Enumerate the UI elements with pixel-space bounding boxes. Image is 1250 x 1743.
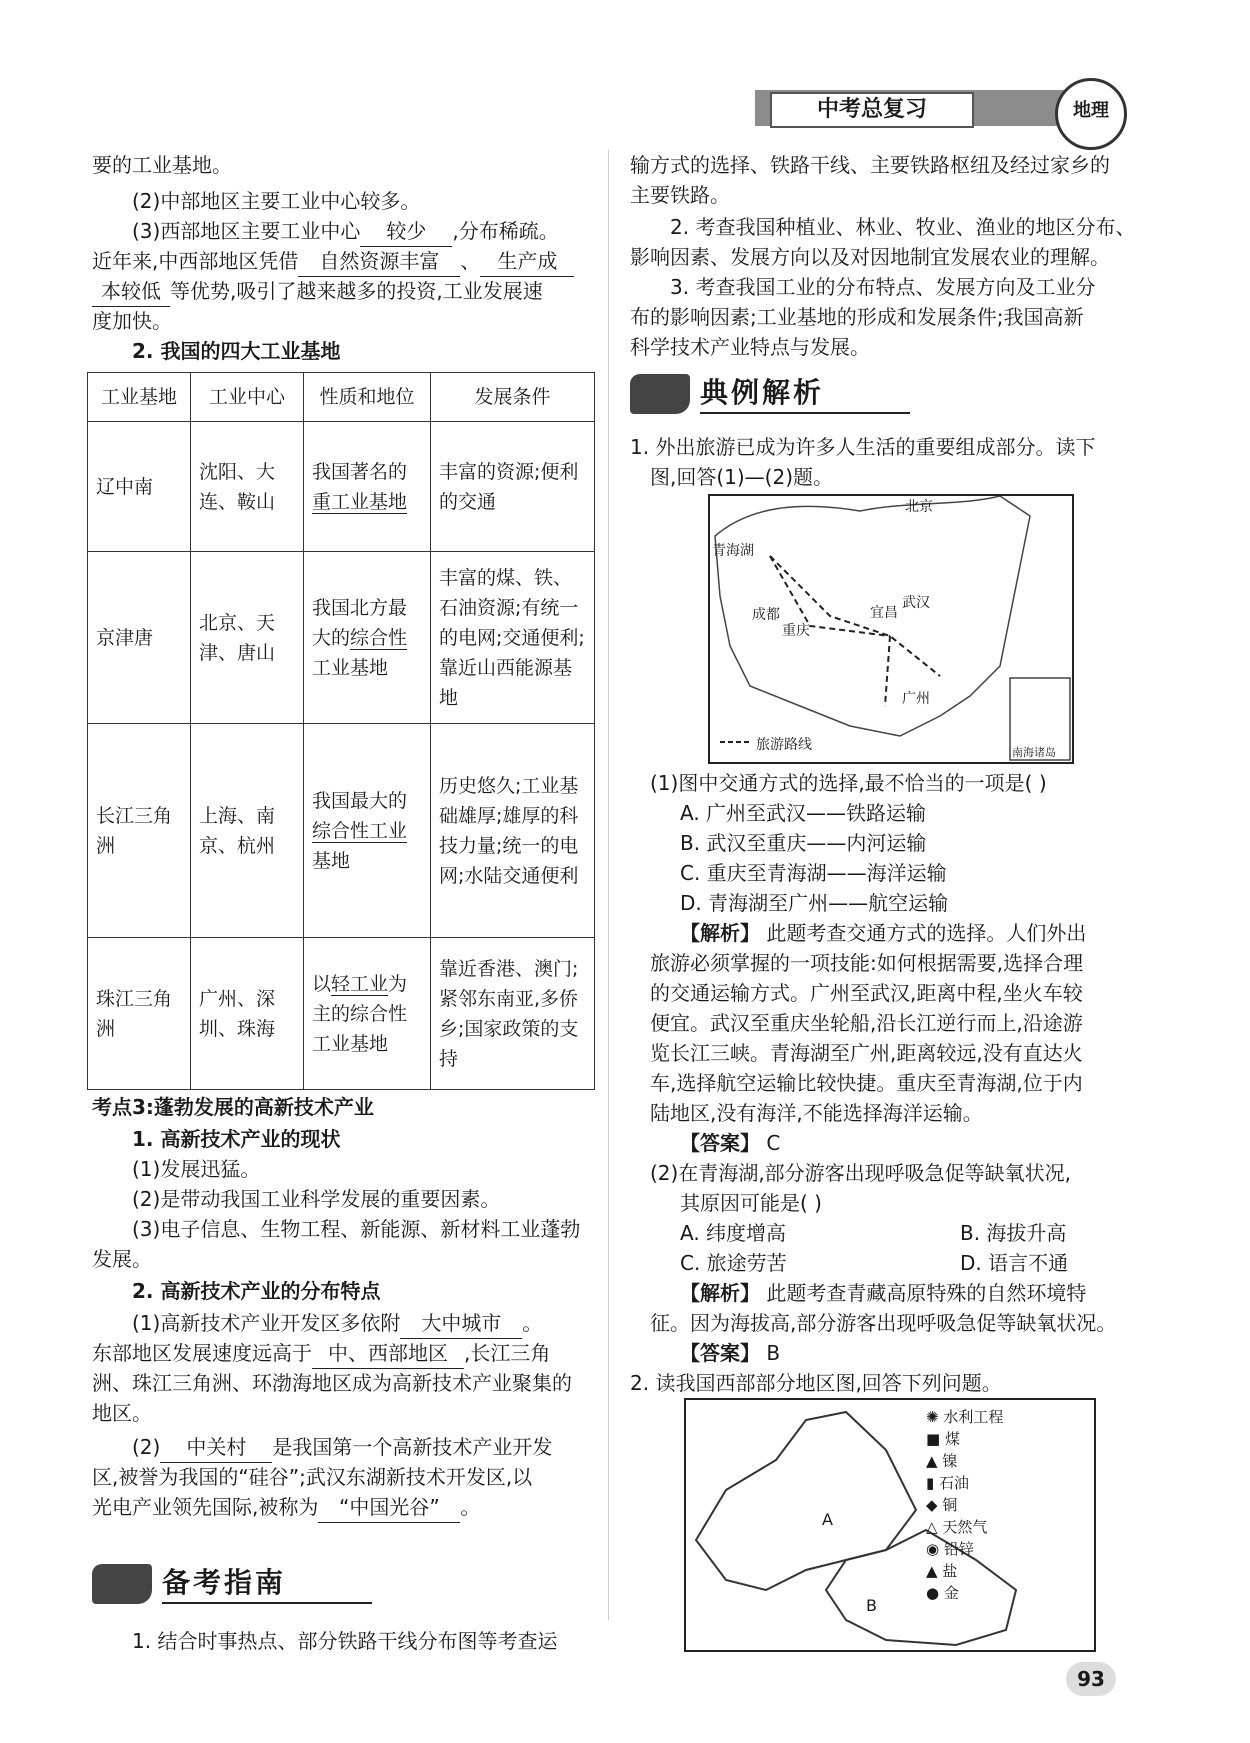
western-region-map	[684, 1398, 1096, 1652]
legend-label: 金	[943, 1584, 959, 1602]
answer-value: B	[766, 1341, 781, 1365]
base-nature	[304, 938, 431, 1090]
text: 东部地区发展速度远高于	[92, 1341, 312, 1365]
q1-2-stem: (2)在青海湖,部分游客出现呼吸急促等缺氧状况,	[650, 1161, 1072, 1185]
option: D. 青海湖至广州——航空运输	[680, 891, 949, 915]
legend-item	[926, 1538, 1090, 1560]
analysis-line: 览长江三峡。青海湖至广州,距离较远,没有直达火	[650, 1041, 1083, 1065]
text: 、	[460, 249, 481, 273]
analysis-line: 陆地区,没有海洋,不能选择海洋运输。	[650, 1101, 983, 1125]
answer-blank: 生产成	[480, 246, 574, 277]
q1-stem-b: 图,回答(1)—(2)题。	[650, 465, 834, 489]
para-central: (2)中部地区主要工业中心较多。	[132, 189, 421, 213]
map-label: 北京	[905, 499, 933, 515]
map-legend: 旅游路线	[756, 737, 812, 753]
analysis-tag: 【解析】	[680, 1281, 760, 1305]
q1-stem-a: 1. 外出旅游已成为许多人生活的重要组成部分。读下	[630, 435, 1096, 459]
guide-cont-2: 主要铁路。	[630, 183, 730, 207]
s2-item-2b: 区,被誉为我国的“硅谷”;武汉东湖新技术开发区,以	[92, 1465, 533, 1489]
base-centers: 上海、南京、杭州	[191, 724, 304, 938]
guide-item-1: 1. 结合时事热点、部分铁路干线分布图等考查运	[132, 1629, 558, 1653]
text: 我国著名的	[312, 460, 408, 483]
s2-item-1b	[92, 1338, 550, 1369]
guide-item-3b: 布的影响因素;工业基地的形成和发展条件;我国高新	[630, 305, 1084, 329]
col-header: 工业基地	[88, 373, 191, 422]
text: 以	[312, 972, 332, 995]
travel-route-map	[708, 494, 1074, 764]
leadzinc-icon: ◉	[926, 1540, 944, 1558]
text: 为主的综合性工业基地	[312, 972, 408, 1055]
guide-item-3a: 3. 考查我国工业的分布特点、发展方向及工业分	[670, 275, 1096, 299]
text: 我国最大的	[312, 789, 408, 812]
base-name: 辽中南	[88, 422, 191, 552]
guide-item-2a: 2. 考查我国种植业、林业、牧业、渔业的地区分布、	[670, 215, 1136, 239]
legend-label: 镍	[942, 1452, 958, 1470]
legend-label: 水利工程	[943, 1408, 1004, 1426]
legend-item	[926, 1406, 1090, 1428]
answer-tag: 【答案】	[680, 1131, 760, 1155]
s2-item-1d: 地区。	[92, 1401, 152, 1425]
subsection-1: 1. 高新技术产业的现状	[132, 1127, 341, 1151]
guide-heading	[92, 1560, 382, 1606]
option: B. 武汉至重庆——内河运输	[680, 831, 927, 855]
text: 是我国第一个高新技术产业开发	[272, 1435, 553, 1459]
para-west-3	[92, 276, 543, 307]
map-label: 武汉	[902, 595, 930, 611]
text: 此题考查交通方式的选择。人们外出	[766, 921, 1087, 945]
gold-icon: ●	[926, 1584, 944, 1602]
text: (1)高新技术产业开发区多依附	[132, 1311, 401, 1335]
intro-line: 要的工业基地。	[92, 153, 232, 177]
analysis-line: 旅游必须掌握的一项技能:如何根据需要,选择合理	[650, 951, 1084, 975]
base-conditions: 历史悠久;工业基础雄厚;雄厚的科技力量;统一的电网;水陆交通便利	[431, 724, 595, 938]
table-header-row	[88, 373, 595, 422]
table-row	[88, 724, 595, 938]
answer-value: C	[766, 1131, 781, 1155]
analysis-line: 车,选择航空运输比较快捷。重庆至青海湖,位于内	[650, 1071, 1083, 1095]
answer-blank: 综合性	[350, 626, 408, 649]
text: 此题考查青藏高原特殊的自然环境特	[766, 1281, 1087, 1305]
q1-1-stem: (1)图中交通方式的选择,最不恰当的一项是( )	[650, 771, 1047, 795]
col-header: 性质和地位	[304, 373, 431, 422]
text: 近年来,中西部地区凭借	[92, 249, 299, 273]
para-west	[132, 216, 559, 247]
para-west-2	[92, 246, 574, 277]
map-label: 青海湖	[712, 543, 754, 559]
book-icon	[92, 1564, 152, 1604]
text: 。	[460, 1495, 481, 1519]
text: 。	[522, 1311, 543, 1335]
map-label: 成都	[752, 607, 780, 623]
answer-2	[680, 1338, 780, 1368]
hydro-icon: ✺	[926, 1408, 944, 1426]
base-centers: 沈阳、大连、鞍山	[191, 422, 304, 552]
example-title: 典例解析	[700, 376, 825, 409]
answer-blank: 中关村	[160, 1432, 272, 1463]
para-west-4: 度加快。	[92, 309, 172, 333]
col-header: 发展条件	[431, 373, 595, 422]
column-divider	[608, 150, 609, 1620]
answer-blank: 本较低	[92, 276, 170, 307]
table-title: 2. 我国的四大工业基地	[132, 339, 341, 363]
answer-blank: “中国光谷”	[318, 1492, 460, 1523]
option: C. 重庆至青海湖——海洋运输	[680, 861, 947, 885]
coal-icon: ■	[926, 1430, 945, 1448]
map-label: 宜昌	[870, 605, 898, 621]
s2-item-2c	[92, 1492, 480, 1523]
region-label-a: A	[822, 1510, 833, 1529]
text: ,长江三角	[464, 1341, 551, 1365]
base-name: 长江三角洲	[88, 724, 191, 938]
base-conditions: 靠近香港、澳门;紧邻东南亚,多侨乡;国家政策的支持	[431, 938, 595, 1090]
guide-item-2b: 影响因素、发展方向以及对因地制宜发展农业的理解。	[630, 245, 1110, 269]
option: D. 语言不通	[960, 1251, 1069, 1275]
legend-item	[926, 1560, 1090, 1582]
subsection-2: 2. 高新技术产业的分布特点	[132, 1279, 381, 1303]
text: 我国北方最大的	[312, 596, 408, 649]
legend-item	[926, 1472, 1090, 1494]
analysis-line: 的交通运输方式。广州至武汉,距离中程,坐火车较	[650, 981, 1083, 1005]
analysis-line: 便宜。武汉至重庆坐轮船,沿长江逆行而上,沿途游	[650, 1011, 1083, 1035]
s2-item-1	[132, 1308, 542, 1339]
legend-label: 煤	[944, 1430, 960, 1448]
kaodian-3-title: 考点3:蓬勃发展的高新技术产业	[92, 1095, 374, 1119]
table-row	[88, 552, 595, 724]
answer-blank: 自然资源丰富	[298, 246, 460, 277]
s2-item-2	[132, 1432, 552, 1463]
legend-item	[926, 1516, 1090, 1538]
heading-rule	[700, 412, 910, 414]
legend-item	[926, 1450, 1090, 1472]
legend-label: 石油	[939, 1474, 970, 1492]
text: 等优势,吸引了越来越多的投资,工业发展速	[170, 279, 543, 303]
option: C. 旅途劳苦	[680, 1251, 787, 1275]
q2-stem: 2. 读我国西部部分地区图,回答下列问题。	[630, 1371, 1002, 1395]
answer-1	[680, 1128, 780, 1158]
industrial-bases-table	[87, 372, 595, 1090]
option: B. 海拔升高	[960, 1221, 1067, 1245]
legend-label: 铜	[942, 1496, 958, 1514]
gas-icon: △	[926, 1518, 943, 1536]
s1-item-2: (2)是带动我国工业科学发展的重要因素。	[132, 1187, 501, 1211]
guide-item-3c: 科学技术产业特点与发展。	[630, 335, 870, 359]
legend-label: 铅锌	[943, 1540, 974, 1558]
legend-label: 盐	[942, 1562, 958, 1580]
text: 光电产业领先国际,被称为	[92, 1495, 319, 1519]
inset-label: 南海诸岛	[1012, 746, 1056, 759]
map-legend	[926, 1406, 1090, 1604]
base-nature	[304, 422, 431, 552]
option: A. 纬度增高	[680, 1221, 787, 1245]
legend-item	[926, 1582, 1090, 1604]
base-nature	[304, 724, 431, 938]
analysis-tag: 【解析】	[680, 921, 760, 945]
map-label: 重庆	[782, 623, 810, 639]
subject-badge: 地理	[1055, 78, 1127, 150]
legend-item	[926, 1428, 1090, 1450]
page-number: 93	[1066, 1662, 1116, 1696]
s1-item-3b: 发展。	[92, 1247, 152, 1271]
header-title: 中考总复习	[770, 92, 974, 128]
legend-label: 天然气	[942, 1518, 988, 1536]
text: (2)	[132, 1435, 161, 1459]
text: 工业基地	[312, 656, 389, 679]
analysis-line: 征。因为海拔高,部分游客出现呼吸急促等缺氧状况。	[650, 1311, 1117, 1335]
base-conditions: 丰富的煤、铁、石油资源;有统一的电网;交通便利;靠近山西能源基地	[431, 552, 595, 724]
answer-blank: 轻工业	[331, 972, 389, 995]
map-label: 广州	[902, 691, 930, 707]
table-row	[88, 938, 595, 1090]
salt-icon: ▲	[926, 1562, 943, 1580]
region-label-b: B	[866, 1596, 877, 1615]
s1-item-3: (3)电子信息、生物工程、新能源、新材料工业蓬勃	[132, 1217, 581, 1241]
text: (3)西部地区主要工业中心	[132, 219, 361, 243]
guide-cont-1: 输方式的选择、铁路干线、主要铁路枢纽及经过家乡的	[630, 153, 1110, 177]
text: 基地	[312, 849, 351, 872]
answer-blank: 较少	[360, 216, 452, 247]
oil-icon: ▮	[926, 1474, 940, 1492]
s1-item-1: (1)发展迅猛。	[132, 1157, 261, 1181]
base-conditions: 丰富的资源;便利的交通	[431, 422, 595, 552]
s2-item-1c: 洲、珠江三角洲、环渤海地区成为高新技术产业聚集的	[92, 1371, 572, 1395]
base-nature	[304, 552, 431, 724]
answer-blank: 综合性工业	[312, 819, 408, 842]
text: ,分布稀疏。	[452, 219, 559, 243]
legend-item	[926, 1494, 1090, 1516]
table-row	[88, 422, 595, 552]
base-name: 珠江三角洲	[88, 938, 191, 1090]
answer-tag: 【答案】	[680, 1341, 760, 1365]
example-heading	[630, 370, 920, 416]
analysis-2	[680, 1278, 1086, 1308]
nickel-icon: ▲	[926, 1452, 943, 1470]
answer-blank: 重工业基地	[312, 490, 408, 513]
book-icon	[630, 374, 690, 414]
q1-2-stem-b: 其原因可能是( )	[680, 1191, 822, 1215]
option: A. 广州至武汉——铁路运输	[680, 801, 927, 825]
base-centers: 广州、深圳、珠海	[191, 938, 304, 1090]
heading-rule	[162, 1602, 372, 1604]
col-header: 工业中心	[191, 373, 304, 422]
china-outline	[710, 496, 1072, 762]
analysis-1	[680, 918, 1086, 948]
guide-title: 备考指南	[162, 1566, 287, 1599]
copper-icon: ◆	[926, 1496, 943, 1514]
answer-blank: 大中城市	[400, 1308, 522, 1339]
answer-blank: 中、西部地区	[312, 1338, 464, 1369]
base-centers: 北京、天津、唐山	[191, 552, 304, 724]
base-name: 京津唐	[88, 552, 191, 724]
